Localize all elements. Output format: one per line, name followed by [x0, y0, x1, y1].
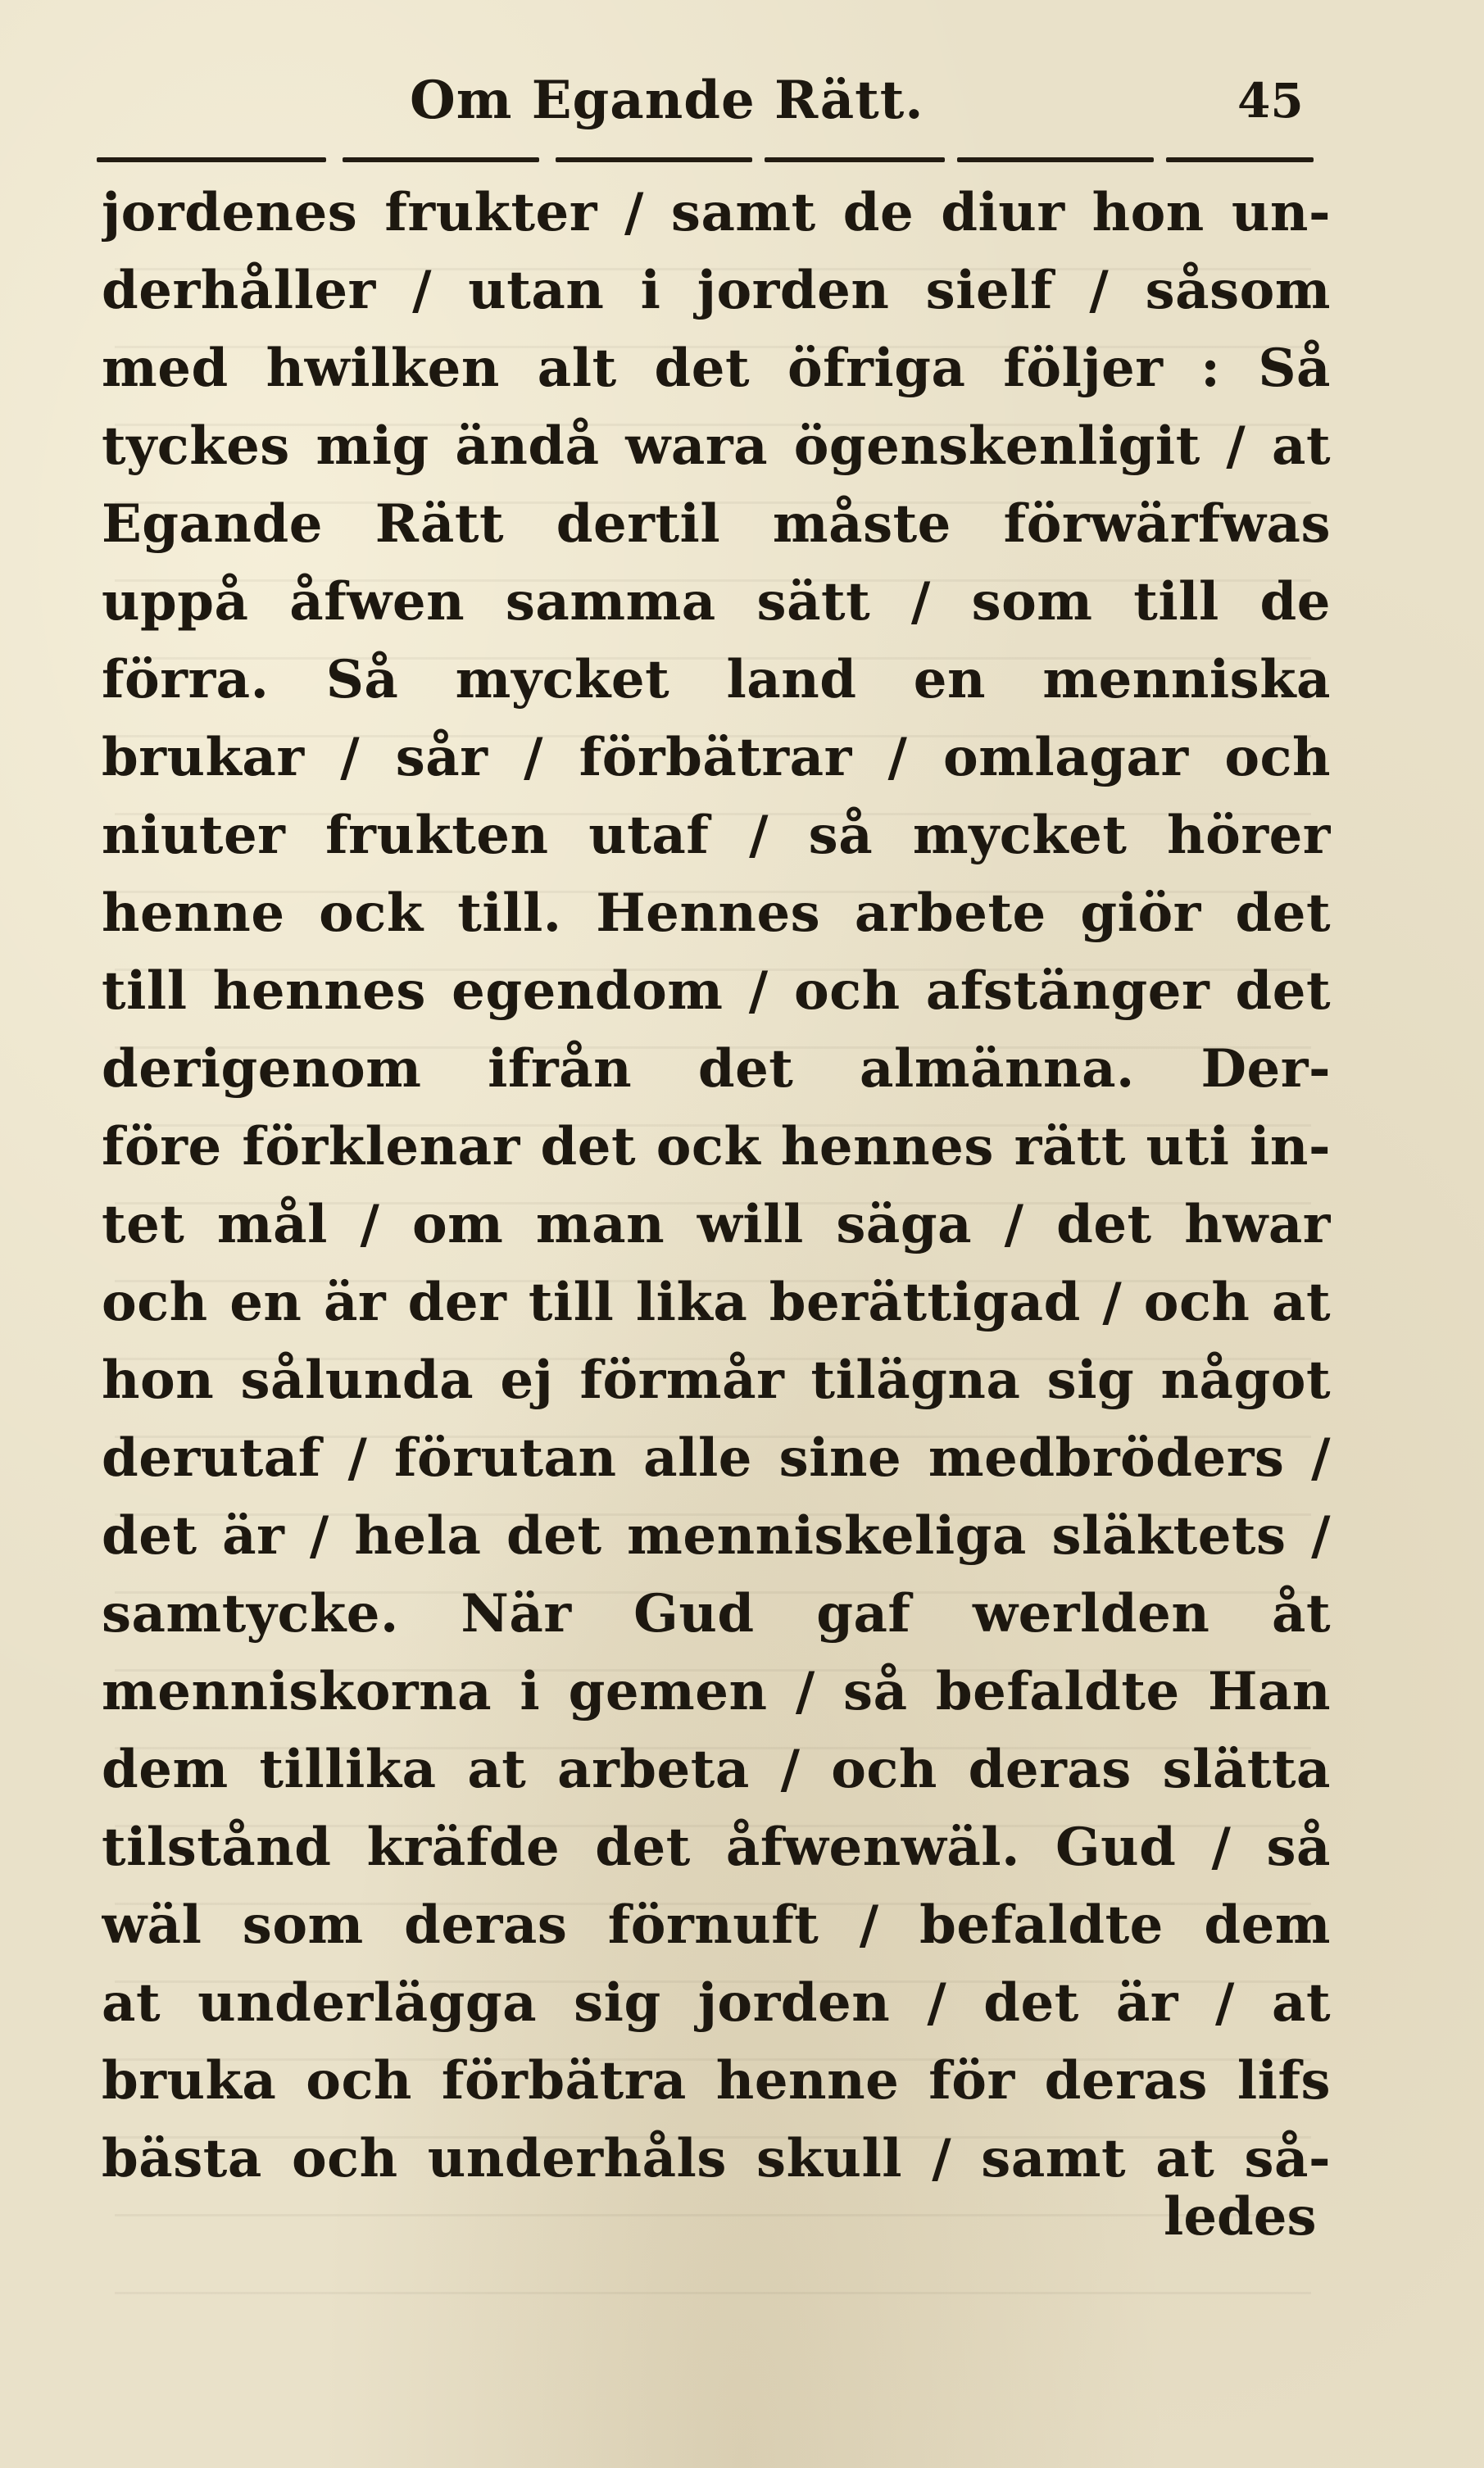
text-line: henne ock till. Hennes arbete giör det: [102, 882, 1331, 944]
text-line: tyckes mig ändå wara ögenskenligit / at: [102, 415, 1331, 477]
text-line: bästa och underhåls skull / samt at så-: [102, 2128, 1331, 2189]
header-rule: [97, 152, 1318, 167]
text-line: wäl som deras förnuft / befaldte dem: [102, 1894, 1331, 1956]
rule-segment: [1166, 157, 1314, 162]
text-line: till hennes egendom / och afstänger det: [102, 960, 1331, 1022]
text-line: före förklenar det ock hennes rätt uti in-: [102, 1116, 1331, 1177]
text-line: jordenes frukter / samt de diur hon un-: [102, 182, 1331, 243]
text-line: derigenom ifrån det almänna. Der-: [102, 1038, 1331, 1100]
text-line: derhåller / utan i jorden sielf / såsom: [102, 260, 1331, 321]
text-line: tet mål / om man will säga / det hwar: [102, 1194, 1331, 1255]
text-line: menniskorna i gemen / så befaldte Han: [102, 1661, 1331, 1722]
text-line: samtycke. När Gud gaf werlden åt: [102, 1583, 1331, 1645]
text-line: hon sålunda ej förmår tilägna sig något: [102, 1350, 1331, 1411]
text-line: brukar / sår / förbätrar / omlagar och: [102, 727, 1331, 788]
text-line: med hwilken alt det öfriga följer : Så: [102, 338, 1331, 399]
text-line: uppå åfwen samma sätt / som till de: [102, 571, 1331, 633]
text-line: dem tillika at arbeta / och deras slätta: [102, 1739, 1331, 1800]
text-line: förra. Så mycket land en menniska: [102, 649, 1331, 710]
rule-segment: [957, 157, 1154, 162]
rule-segment: [343, 157, 539, 162]
rule-segment: [765, 157, 945, 162]
body-text: [102, 174, 1331, 2198]
text-line: niuter frukten utaf / så mycket hörer: [102, 805, 1331, 866]
text-line: Egande Rätt dertil måste förwärfwas: [102, 493, 1331, 555]
rule-segment: [556, 157, 752, 162]
text-line: at underlägga sig jorden / det är / at: [102, 1972, 1331, 2034]
rule-segment: [97, 157, 326, 162]
text-line: och en är der till lika berättigad / och at: [102, 1272, 1331, 1333]
page-header: [98, 64, 1327, 138]
text-line: derutaf / förutan alle sine medbröders /: [102, 1427, 1331, 1489]
text-line: det är / hela det menniskeliga släktets /: [102, 1505, 1331, 1567]
text-line: tilstånd kräfde det åfwenwäl. Gud / så: [102, 1817, 1331, 1878]
catchword: ledes: [1164, 2186, 1317, 2248]
page-number: 45: [1237, 73, 1304, 129]
running-title: Om Egande Rätt.: [410, 70, 924, 131]
text-line: bruka och förbätra henne för deras lifs: [102, 2050, 1331, 2112]
